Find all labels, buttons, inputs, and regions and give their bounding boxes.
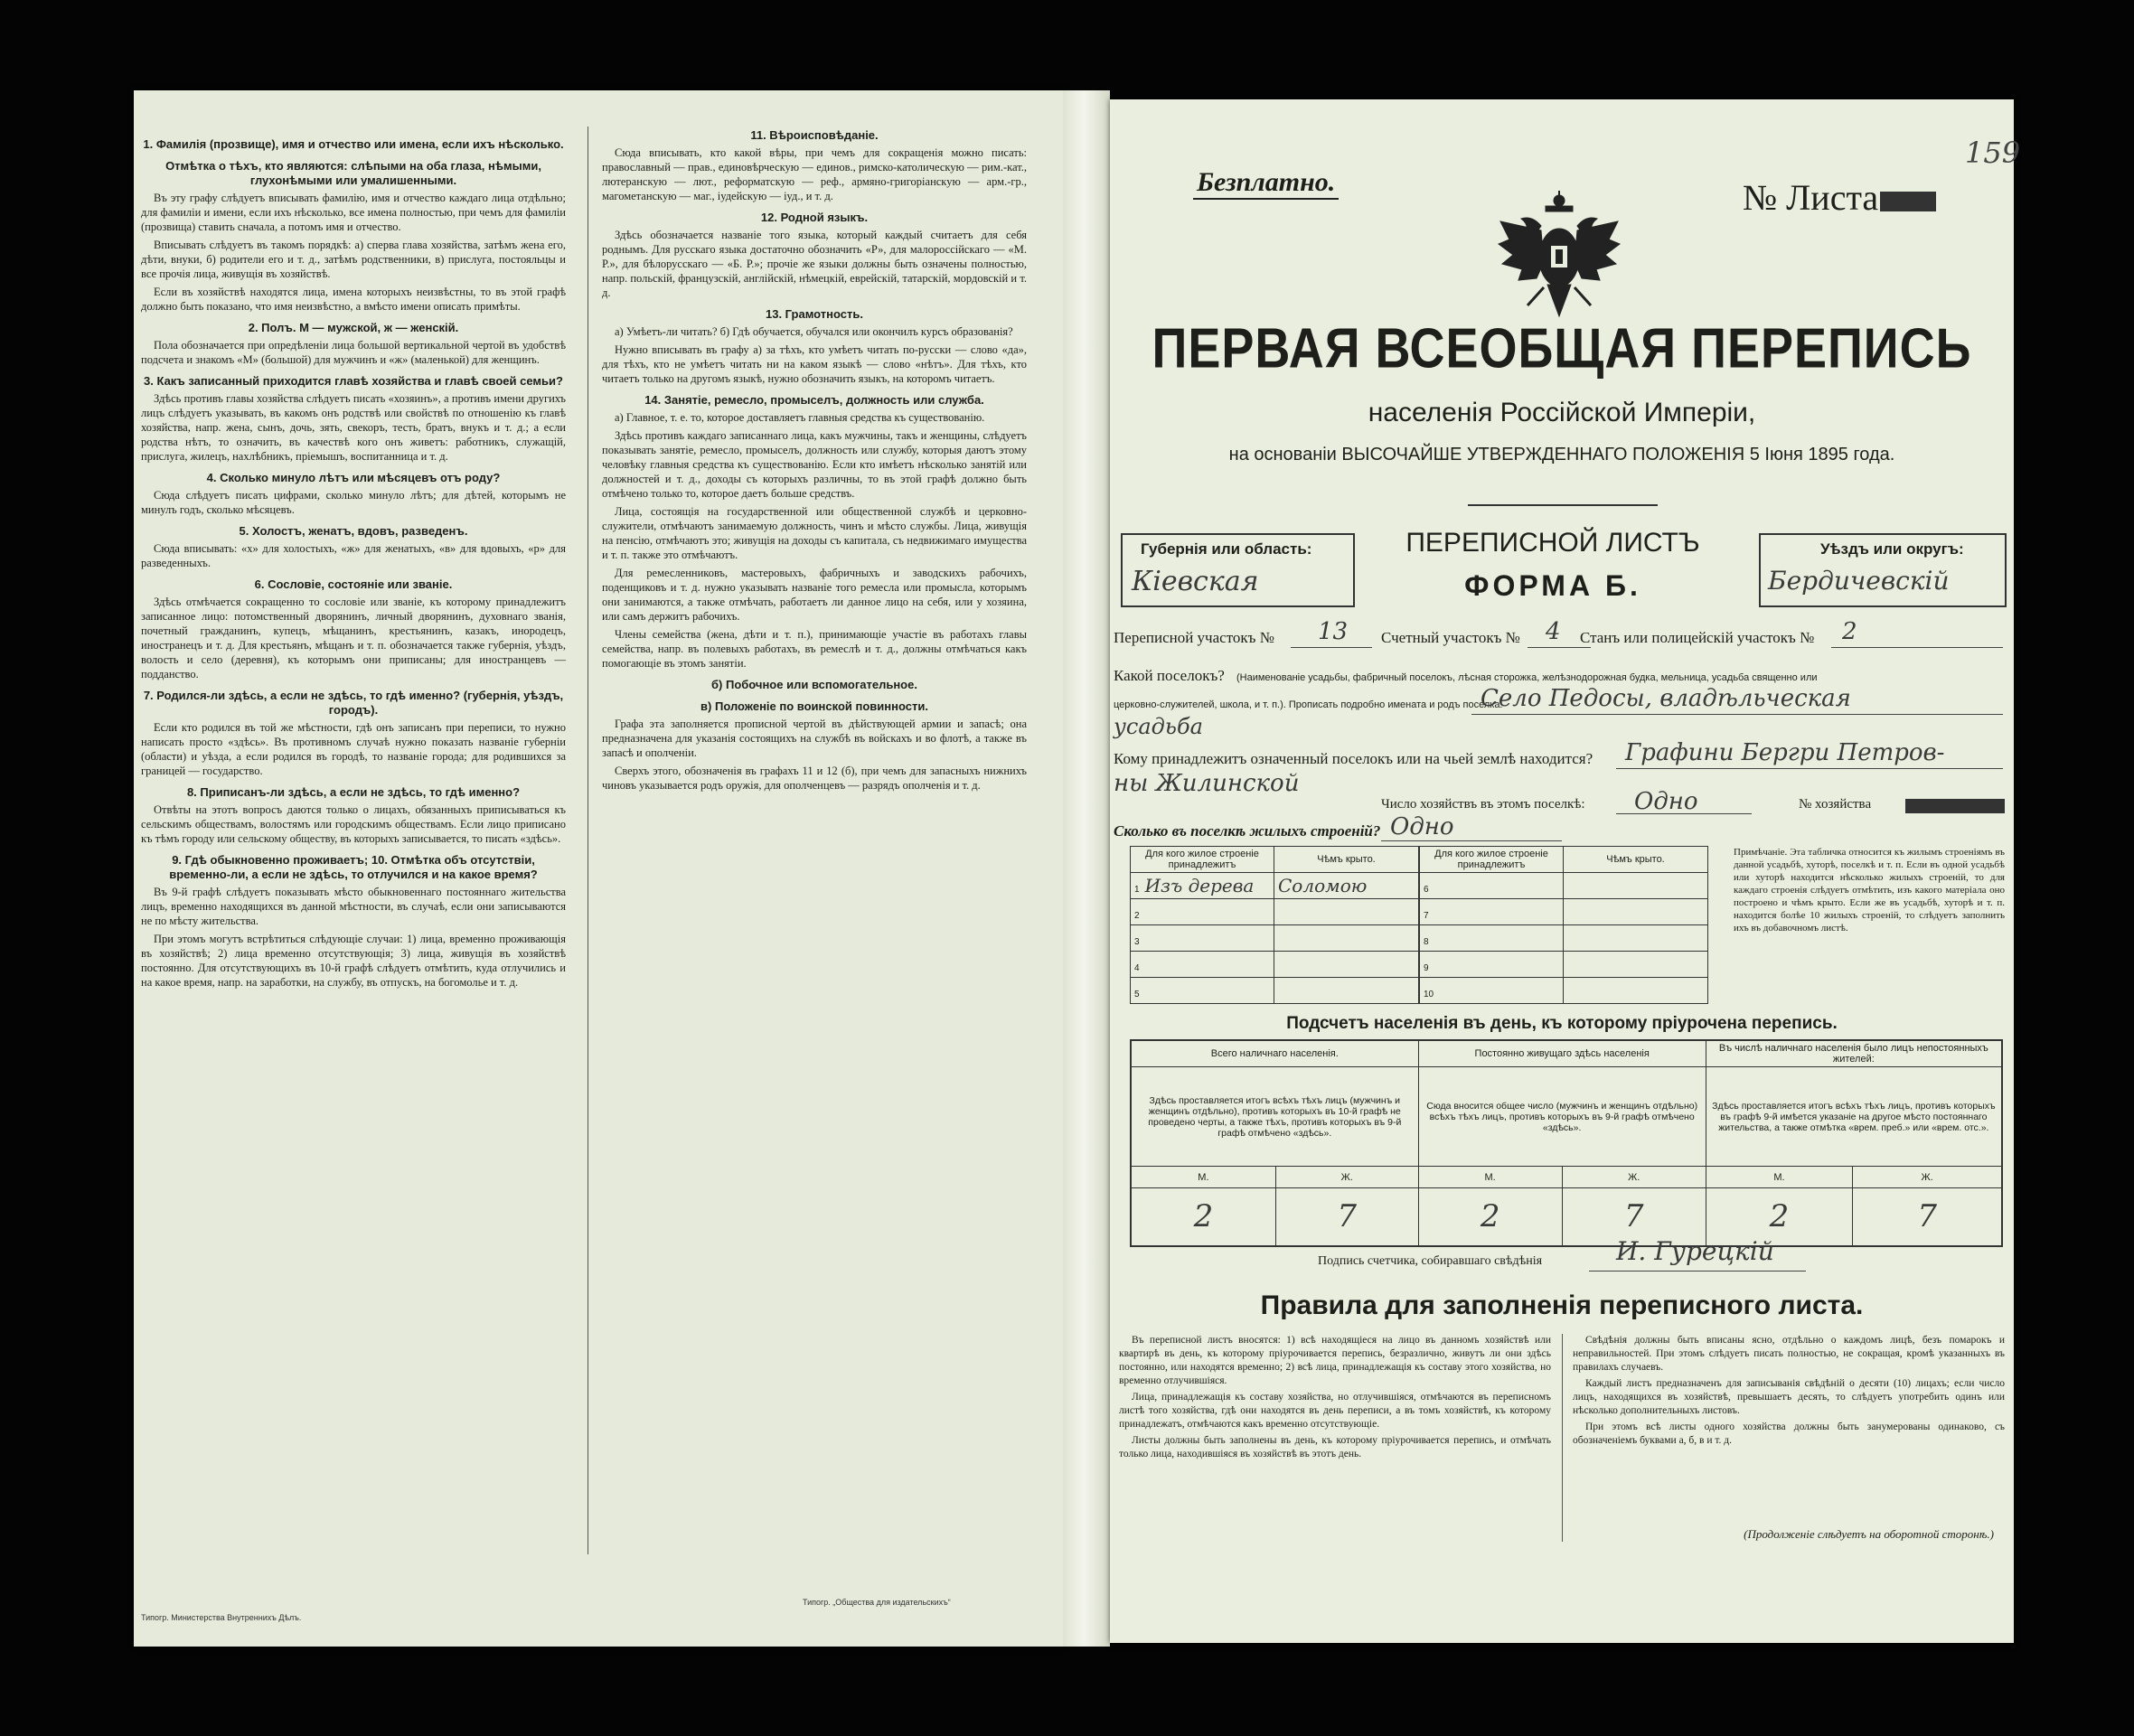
count-total-f: 7 bbox=[1275, 1188, 1418, 1246]
signature-label: Подпись счетчика, собиравшаго свѣдѣнія bbox=[1318, 1254, 1543, 1268]
left-page-instructions bbox=[134, 90, 1063, 1647]
instruction-paragraph: Здѣсь обозначается названіе того языка, который каждый считаетъ для себя роднымъ. Для русскаго языка достаточно обозначить «Р», для малороссійскаго — «М. Р.», для бѣлорусскаго — «Б. Р.»; прочіе же языки должны быть означены полностью, напр. польскій, французскій, англійскій, нѣмецкій, еврейскій, татарскій, мордовскій и т. д. bbox=[602, 229, 1027, 299]
rule-paragraph: Въ переписной листъ вносятся: 1) всѣ находящіеся на лицо въ данномъ хозяйствѣ или квартирѣ въ день, къ которому пріурочивается перепись, безразлично, живутъ ли они здѣсь постоянно, или находятся временно; 2) всѣ лица, принадлежащія къ составу этого хозяйства, но временно отлучившіяся. bbox=[1119, 1335, 1551, 1386]
section-heading: 13. Грамотность. bbox=[766, 307, 863, 321]
instruction-paragraph: Въ 9-й графѣ слѣдуетъ показывать мѣсто обыкновеннаго постояннаго жительства лицъ, временно находящихся въ данной мѣстности, въ случаѣ, если они записываются не по мѣсту жительства. bbox=[141, 886, 566, 927]
buildings-table-left bbox=[1130, 846, 1419, 1004]
building-roof-value bbox=[1564, 978, 1708, 1004]
rules-divider bbox=[1562, 1334, 1563, 1542]
count-nonpermanent-m: 2 bbox=[1706, 1188, 1853, 1246]
redacted-sheet-number bbox=[1880, 192, 1936, 211]
building-material-cell bbox=[1420, 873, 1564, 899]
building-row-number: 3 bbox=[1134, 937, 1140, 947]
instruction-paragraph: Здѣсь противъ главы хозяйства слѣдуетъ писать «хозяинъ», а противъ имени другихъ лицъ слѣдуетъ указывать, въ какомъ онъ родствѣ или свойствѣ по отношенію къ главѣ хозяйства, напр. жена, сынъ, дочь, зять, свекоръ, тесть, братъ, внукъ и т. д.; а если родства нѣтъ, то означить, въ качествѣ кого онъ живетъ: работникъ, служащій, прислуга, жилецъ, нахлѣбникъ, пріемышъ, воспитанница и т. д. bbox=[141, 392, 566, 463]
count-permanent-m: 2 bbox=[1418, 1188, 1562, 1246]
building-row-number: 7 bbox=[1424, 911, 1429, 921]
census-area-label: Переписной участокъ № bbox=[1114, 629, 1274, 646]
section-heading: в) Положеніе по воинской повинности. bbox=[700, 699, 928, 713]
count-area-label: Счетный участокъ № bbox=[1381, 629, 1520, 646]
section-heading: 2. Полъ. М — мужской, ж — женскій. bbox=[248, 321, 459, 334]
printer-imprint-left: Типогр. Министерства Внутреннихъ Дѣлъ. bbox=[141, 1613, 302, 1622]
buildings-table-right bbox=[1419, 846, 1708, 1004]
census-area-line bbox=[1291, 647, 1372, 648]
building-material-cell bbox=[1420, 978, 1564, 1004]
uezd-label: Уѣздъ или округъ: bbox=[1820, 540, 1964, 558]
instruction-paragraph: Лица, состоящія на государственной или общественной службѣ и церковно-служители, отмѣчаютъ занимаемую должность, чинъ и мѣсто службы. Лица, живущія на пенсію, отмѣчаютъ это; живущія на доходы съ капитала, съ недвижимаго имущества и т. п. также это отмѣчаютъ. bbox=[602, 505, 1027, 561]
sex-f-3: Ж. bbox=[1853, 1167, 2002, 1188]
count-head-total: Всего наличнаго населенія. bbox=[1131, 1040, 1418, 1067]
sheet-title: ПЕРЕПИСНОЙ ЛИСТЪ bbox=[1405, 528, 1700, 558]
building-material-cell bbox=[1420, 925, 1564, 952]
building-roof-value bbox=[1564, 899, 1708, 925]
instruction-paragraph: Графа эта заполняется прописной чертой въ дѣйствующей армии и запасѣ; она предназначена для указанія состоящихъ на службѣ въ войскахъ и во флотѣ, а также въ запасѣ и ополченіи. bbox=[602, 718, 1027, 759]
dwellings-value: Одно bbox=[1390, 813, 1454, 840]
building-roof-value bbox=[1274, 952, 1419, 978]
building-roof-value bbox=[1274, 925, 1419, 952]
instruction-paragraph: Вписывать слѣдуетъ въ такомъ порядкѣ: а) сперва глава хозяйства, затѣмъ жена его, дѣти, внуки, б) родители его и т. д., затѣмъ родственники, в) прислуга, постояльцы и все прочія лица, живущія въ хозяйствѣ. bbox=[141, 239, 566, 280]
instruction-paragraph: Нужно вписывать въ графу а) за тѣхъ, кто умѣетъ читать по-русски — слово «да», для тѣхъ, кто не умѣетъ читать ни на каком языкѣ — слово «нѣтъ». Для тѣхъ, кто читаетъ только на другомъ языкѣ, нужно обозначить языкъ, на которомъ читаетъ. bbox=[602, 343, 1027, 385]
building-row bbox=[1131, 899, 1419, 925]
uezd-value: Бердичевскій bbox=[1768, 566, 1950, 596]
rules-column-2 bbox=[1573, 1334, 2005, 1450]
building-material-cell bbox=[1131, 952, 1274, 978]
instructions-column-2 bbox=[602, 121, 1027, 1567]
instruction-paragraph: Въ эту графу слѣдуетъ вписывать фамилію, имя и отчество каждаго лица отдѣльно; для фамиліи и имени, если ихъ нѣсколько, все имена полностью, при чемъ для фамиліи (прозвища) ставить сначала, а потомъ имя и отчество. bbox=[141, 192, 566, 233]
household-number-label: № хозяйства bbox=[1799, 797, 1872, 812]
instruction-paragraph: Сюда слѣдуетъ писать цифрами, сколько минуло лѣтъ; для дѣтей, которымъ не минулъ годъ, сколько мѣсяцевъ. bbox=[141, 489, 566, 516]
buildings-header-roof: Чѣмъ крыто. bbox=[1274, 847, 1419, 873]
building-roof-value bbox=[1564, 925, 1708, 952]
instruction-paragraph: Члены семейства (жена, дѣти и т. п.), принимающіе участіе въ работахъ главы семейства, напр. въ полевыхъ работахъ, въ ремеслѣ и т. д., должны отмѣчаться какъ помогающіе въ этомъ занятіи. bbox=[602, 628, 1027, 670]
section-heading: б) Побочное или вспомогательное. bbox=[711, 678, 917, 691]
building-roof-value bbox=[1564, 952, 1708, 978]
dwellings-line bbox=[1381, 840, 1562, 841]
building-material-value: Изъ дерева bbox=[1144, 875, 1255, 896]
building-row-number: 5 bbox=[1134, 990, 1140, 999]
building-row bbox=[1131, 978, 1419, 1004]
sex-m-1: М. bbox=[1131, 1167, 1275, 1188]
building-row bbox=[1131, 952, 1419, 978]
building-row-number: 8 bbox=[1424, 937, 1429, 947]
building-material-cell bbox=[1131, 873, 1274, 899]
section-heading: 7. Родился-ли здѣсь, а если не здѣсь, то гдѣ именно? (губернія, уѣздъ, городъ). bbox=[143, 689, 564, 717]
double-headed-eagle-emblem bbox=[1491, 190, 1627, 325]
rules-column-1 bbox=[1119, 1334, 1551, 1464]
stan-label: Станъ или полицейскій участокъ № bbox=[1580, 629, 1815, 646]
building-row bbox=[1420, 873, 1708, 899]
instruction-paragraph: Здѣсь противъ каждаго записаннаго лица, какъ мужчины, такъ и женщины, слѣдуетъ показывать занятіе, ремесло, промыселъ, должность или службу, которыя даютъ этому человѣку главныя средства къ существованію. Если кто имѣетъ нѣсколько занятій или должностей и т. д., доходы съ которыхъ различны, то въ этой графѣ должно быть отмѣчено только то, которое даетъ больше средствъ. bbox=[602, 429, 1027, 500]
stan-line bbox=[1831, 647, 2003, 648]
uezd-box bbox=[1759, 533, 2007, 607]
title-divider bbox=[1468, 504, 1658, 506]
count-area-value: 4 bbox=[1546, 618, 1561, 645]
redacted-household-number bbox=[1905, 799, 2005, 813]
building-material-cell bbox=[1131, 899, 1274, 925]
building-row-number: 1 bbox=[1134, 885, 1140, 895]
building-row-number: 6 bbox=[1424, 885, 1429, 895]
sheet-number bbox=[1743, 176, 1936, 219]
signature-line bbox=[1589, 1271, 1806, 1272]
book-spine bbox=[1063, 90, 1110, 1647]
building-material-cell bbox=[1131, 978, 1274, 1004]
building-row-number: 2 bbox=[1134, 911, 1140, 921]
printer-imprint-right: Типогр. „Общества для издательскихъ“ bbox=[803, 1598, 951, 1607]
section-heading: Отмѣтка о тѣхъ, кто являются: слѣпыми на оба глаза, нѣмыми, глухонѣмыми или умалишенными. bbox=[165, 159, 541, 187]
building-roof-value: Соломою bbox=[1274, 873, 1419, 899]
form-title: ФОРМА Б. bbox=[1464, 569, 1641, 602]
count-note-permanent: Сюда вносится общее число (мужчинъ и женщинъ отдѣльно) всѣхъ тѣхъ лицъ, противъ которыхъ въ 9-й графѣ отмѣчено «здѣсь». bbox=[1418, 1067, 1706, 1167]
settlement-hint: (Наименованіе усадьбы, фабричный поселокъ, лѣсная сторожка, желѣзнодорожная будка, мельница, усадьба священно или bbox=[1236, 672, 1818, 683]
instruction-paragraph: Пола обозначается при опредѣленіи лица большой вертикальной чертой въ удобствѣ подсчета и знакомъ «М» (большой) для мужчинъ и «ж» (маленькой) для женщинъ. bbox=[141, 339, 566, 366]
building-material-cell bbox=[1420, 899, 1564, 925]
guberniya-label: Губернія или область: bbox=[1141, 540, 1312, 558]
section-heading: 12. Родной языкъ. bbox=[760, 211, 869, 224]
census-area-value: 13 bbox=[1318, 618, 1349, 645]
settlement-value: Село Педосы, владѣльческая bbox=[1481, 685, 1851, 712]
section-heading: 3. Какъ записанный приходится главѣ хозяйства и главѣ своей семьи? bbox=[144, 374, 563, 388]
free-of-charge-label: Безплатно. bbox=[1193, 167, 1339, 200]
building-material-cell bbox=[1420, 952, 1564, 978]
owner-label: Кому принадлежитъ означенный поселокъ или на чьей землѣ находится? bbox=[1114, 750, 1593, 767]
households-value: Одно bbox=[1634, 788, 1698, 815]
count-total-m: 2 bbox=[1131, 1188, 1275, 1246]
guberniya-box bbox=[1121, 533, 1355, 607]
rule-paragraph: При этомъ всѣ листы одного хозяйства должны быть занумерованы одинаково, съ обозначеніемъ буквами а, б, в и т. д. bbox=[1573, 1422, 2005, 1446]
building-material-cell bbox=[1131, 925, 1274, 952]
settlement-value-2: усадьба bbox=[1114, 714, 1203, 739]
buildings-header-material-2: Для кого жилое строеніе принадлежитъ bbox=[1420, 847, 1564, 873]
building-row-number: 10 bbox=[1424, 990, 1434, 999]
instruction-paragraph: а) Главное, т. е. то, которое доставляетъ главныя средства къ существованію. bbox=[615, 411, 985, 424]
instruction-paragraph: Сюда вписывать: «х» для холостыхъ, «ж» для женатыхъ, «в» для вдовыхъ, «р» для разведенныхъ. bbox=[141, 542, 566, 569]
population-count-title: Подсчетъ населенія въ день, къ которому пріурочена перепись. bbox=[1286, 1014, 1838, 1033]
building-row bbox=[1420, 978, 1708, 1004]
rule-paragraph: Свѣдѣнія должны быть вписаны ясно, отдѣльно о каждомъ лицѣ, безъ помарокъ и неправильностей. При этомъ слѣдуетъ писать полностью, не сокращая, кромѣ указанныхъ въ правилахъ случаевъ. bbox=[1573, 1335, 2005, 1373]
building-row bbox=[1420, 899, 1708, 925]
section-heading: 6. Сословіе, состояніе или званіе. bbox=[254, 577, 453, 591]
rule-paragraph: Каждый листъ предназначенъ для записыванія свѣдѣній о десяти (10) лицахъ; если число лицъ, находящихся въ хозяйствѣ, превышаетъ десять, то слѣдуетъ употребить одинъ или нѣсколько дополнительныхъ листовъ. bbox=[1573, 1378, 2005, 1416]
building-roof-value bbox=[1564, 873, 1708, 899]
census-subtitle: населенія Россійской Имперіи, bbox=[1368, 398, 1756, 427]
settlement-label: Какой поселокъ? bbox=[1114, 667, 1225, 684]
rule-paragraph: Лица, принадлежащія къ составу хозяйства, но отлучившіяся, отмѣчаются въ переписномъ листѣ того хозяйства, гдѣ они находятся въ день переписи, а въ томъ хозяйствѣ, къ которому принадлежатъ, отмѣчаются какъ временно отсутствующіе. bbox=[1119, 1392, 1551, 1430]
owner-line bbox=[1616, 768, 2003, 769]
building-row bbox=[1420, 952, 1708, 978]
stan-value: 2 bbox=[1842, 618, 1857, 645]
building-row bbox=[1131, 873, 1419, 899]
instruction-paragraph: Сюда вписывать, кто какой вѣры, при чемъ для сокращенія можно писать: православный — прав., единовѣрческую — единов., римско-католическую — рим.-кат., лютеранскую — лют., реформатскую — реф., армяно-григоріанскую — арм.-гр., магометанскую — маг., іудейскую — іуд., и т. д. bbox=[602, 146, 1027, 202]
dwellings-label: Сколько въ поселкѣ жилыхъ строеній? bbox=[1114, 822, 1381, 840]
instruction-paragraph: Если кто родился въ той же мѣстности, гдѣ онъ записанъ при переписи, то нужно написать просто «здѣсь». Въ противномъ случаѣ нужно показать названіе губерніи (области) и уѣзда, а если родился въ городѣ, то названіе города; для родившихся за границей — государство. bbox=[141, 721, 566, 777]
settlement-hint-2: церковно-служителей, школа, и т. п.). Прописать подробно имената и родъ поселка. bbox=[1114, 699, 1503, 710]
section-heading: 9. Гдѣ обыкновенно проживаетъ; 10. Отмѣтка объ отсутствіи, временно-ли, а если не здѣсь, то отлучился и на какое время? bbox=[169, 853, 538, 881]
instruction-paragraph: Отвѣты на этотъ вопросъ даются только о лицахъ, обязанныхъ приписываться къ сельскимъ обществамъ, волостямъ или городскимъ обществамъ. Если лицо приписано къ тѣмъ городу или сельскому обществу, въ которыхъ записывается, то писать «здѣсь». bbox=[141, 803, 566, 845]
continued-note: (Продолженіе слѣдуетъ на оборотной сторонѣ.) bbox=[1744, 1527, 1994, 1541]
section-heading: 11. Вѣроисповѣданіе. bbox=[750, 128, 879, 142]
count-note-nonpermanent: Здѣсь проставляется итогъ всѣхъ тѣхъ лицъ, противъ которыхъ въ графѣ 9-й имѣется указаніе на другое мѣсто постояннаго жительства, а также отмѣтка «врем. преб.» или «врем. отс.». bbox=[1706, 1067, 2002, 1167]
signature-value: И. Гурецкій bbox=[1616, 1236, 1774, 1266]
instruction-paragraph: Сверхъ этого, обозначенія въ графахъ 11 и 12 (б), при чемъ для запасныхъ нижнихъ чиновъ указывается родъ оружія, для ополченцевъ — разрядъ ополченія и т. д. bbox=[602, 765, 1027, 792]
sex-m-2: М. bbox=[1418, 1167, 1562, 1188]
section-heading: 5. Холостъ, женатъ, вдовъ, разведенъ. bbox=[239, 524, 468, 538]
rule-paragraph: Листы должны быть заполнены въ день, къ которому пріурочивается перепись, и отмѣчать только лица, находившіяся въ хозяйствѣ въ этотъ день. bbox=[1119, 1435, 1551, 1459]
count-nonpermanent-f: 7 bbox=[1853, 1188, 2002, 1246]
settlement-line bbox=[1471, 714, 2003, 715]
building-roof-value bbox=[1274, 899, 1419, 925]
owner-value-2: ны Жилинской bbox=[1114, 770, 1300, 797]
census-title: ПЕРВАЯ ВСЕОБЩАЯ ПЕРЕПИСЬ bbox=[1152, 317, 1972, 380]
sheet-number-label: № Листа bbox=[1743, 177, 1879, 218]
count-permanent-f: 7 bbox=[1562, 1188, 1706, 1246]
population-count-table bbox=[1130, 1039, 2003, 1247]
legal-basis: на основаніи ВЫСОЧАЙШЕ УТВЕРЖДЕННАГО ПОЛОЖЕНІЯ 5 Іюня 1895 года. bbox=[1228, 445, 1895, 464]
instruction-paragraph: Для ремесленниковъ, мастеровыхъ, фабричныхъ и заводскихъ рабочихъ, поденщиковъ и т. д. нужно указывать названіе того ремесла или промысла, которымъ они занимаются, а также отмѣчать, работаетъ ли данное лицо на себя, или у хозяина, или самъ держитъ рабочихъ. bbox=[602, 567, 1027, 623]
sex-m-3: М. bbox=[1706, 1167, 1853, 1188]
count-head-permanent: Постоянно живущаго здѣсь населенія bbox=[1418, 1040, 1706, 1067]
guberniya-value: Кіевская bbox=[1132, 566, 1259, 597]
instructions-column-1 bbox=[141, 130, 566, 1576]
count-note-total: Здѣсь проставляется итогъ всѣхъ тѣхъ лицъ (мужчинъ и женщинъ отдѣльно), противъ которыхъ въ 10-й графѣ не проведено черты, а также тѣхъ, противъ которыхъ въ 9-й графѣ отмѣчено «здѣсь». bbox=[1131, 1067, 1418, 1167]
instruction-paragraph: Если въ хозяйствѣ находятся лица, имена которыхъ неизвѣстны, то въ этой графѣ должно быть показано, что имя неизвѣстно, а вмѣсто имени описать примѣты. bbox=[141, 286, 566, 313]
buildings-header-roof-2: Чѣмъ крыто. bbox=[1564, 847, 1708, 873]
building-row-number: 9 bbox=[1424, 963, 1429, 973]
count-area-line bbox=[1528, 647, 1591, 648]
building-row bbox=[1131, 925, 1419, 952]
rules-title: Правила для заполненія переписного листа. bbox=[1260, 1290, 1864, 1320]
households-label: Число хозяйствъ въ этомъ поселкѣ: bbox=[1381, 797, 1585, 812]
instruction-paragraph: а) Умѣетъ-ли читать? б) Гдѣ обучается, обучался или окончилъ курсъ образованія? bbox=[615, 325, 1013, 338]
building-row-number: 4 bbox=[1134, 963, 1140, 973]
buildings-note: Примѣчаніе. Эта табличка относится къ жилымъ строеніямъ въ данной усадьбѣ, хуторѣ, поселкѣ и т. п. Если въ одной усадьбѣ или хуторѣ находится нѣсколько жилыхъ строеній, то для каждаго строенія слѣдуетъ отмѣтить, изъ какого матеріала оно построено и чѣмъ крыто. Если же въ усадьбѣ, хуторѣ и т. п. находится болѣе 10 жилыхъ строеній, то слѣдуетъ заполнить ихъ въ добавочномъ листѣ. bbox=[1734, 847, 2005, 934]
building-roof-value bbox=[1274, 978, 1419, 1004]
building-row bbox=[1420, 925, 1708, 952]
section-heading: 1. Фамилія (прозвище), имя и отчество или имена, если ихъ нѣсколько. bbox=[143, 137, 564, 151]
instruction-paragraph: Здѣсь отмѣчается сокращенно то сословіе или званіе, къ которому принадлежитъ записанное лицо: потомственный дворянинъ, личный дворянинъ, духовнаго званія, почетный гражданинъ, купецъ, мѣщанинъ, крестьянинъ, казакъ, инородецъ, иностранецъ и т. д. Для крестьянъ, мѣщанъ и т. п. обозначается также губернія, уѣздъ, волость и село (деревня), къ которымъ они приписаны; для иностранцевъ — подданство. bbox=[141, 596, 566, 680]
section-heading: 4. Сколько минуло лѣтъ или мѣсяцевъ отъ роду? bbox=[206, 471, 501, 484]
section-heading: 8. Приписанъ-ли здѣсь, а если не здѣсь, то гдѣ именно? bbox=[186, 785, 521, 799]
section-heading: 14. Занятіе, ремесло, промыселъ, должность или служба. bbox=[644, 393, 984, 407]
sex-f-2: Ж. bbox=[1562, 1167, 1706, 1188]
buildings-header-material: Для кого жилое строеніе принадлежитъ bbox=[1131, 847, 1274, 873]
sex-f-1: Ж. bbox=[1275, 1167, 1418, 1188]
right-page-census-form bbox=[1110, 99, 2021, 1643]
handwritten-page-number: 159 bbox=[1965, 136, 2021, 170]
count-head-nonpermanent: Въ числѣ наличнаго населенія было лицъ непостоянныхъ жителей: bbox=[1706, 1040, 2002, 1067]
owner-value: Графини Бергри Петров- bbox=[1625, 739, 1945, 766]
instruction-paragraph: При этомъ могутъ встрѣтиться слѣдующіе случаи: 1) лица, временно проживающія въ хозяйствѣ; 2) лица временно отсутствующія; 3) лица, живущія въ хозяйствѣ постоянно. Для отсутствующихъ въ 10-й графѣ слѣдуетъ отмѣтить, куда отлучились и на какое время, напр. на заработки, на службу, въ отпускъ, на богомолье и т. д. bbox=[141, 933, 566, 989]
